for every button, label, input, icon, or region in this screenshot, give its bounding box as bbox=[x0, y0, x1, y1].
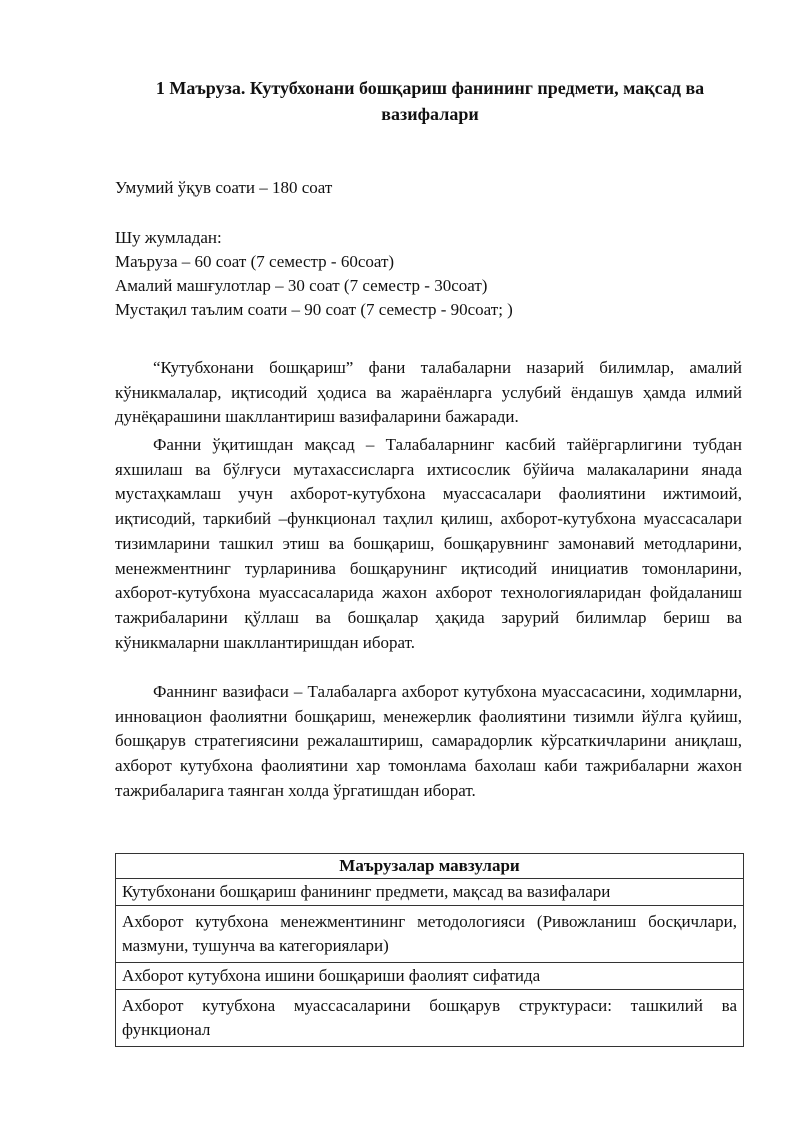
table-header: Маърузалар мавзулари bbox=[116, 854, 744, 879]
table-row bbox=[116, 963, 744, 990]
table-row bbox=[116, 990, 744, 1047]
intro-paragraph: “Кутубхонани бошқариш” фани талабаларни назарий билимлар, амалий кўникмалалар, иқтисодий ҳодиса ва жараёнларга услубий ёндашув ҳамда илмий дунёқарашини шакллантириш вазифаларини бажаради. bbox=[115, 358, 742, 427]
including-label: Шу жумладан: bbox=[115, 228, 222, 247]
goal-paragraph: Фанни ўқитишдан мақсад – Талабаларнинг касбий тайёргарлигини тубдан яхшилаш ва бўлғуси мутахассисларга ихтисослик бўйича малакаларини янада мустаҳкамлаш учун ахборот-кутубхона муассасалари фаолиятини ижтимоий, иқтисодий, таркибий –функционал таҳлил қилиш, ахборот-кутубхона муассасалари тизимларини ташкил этиш ва бошқариш, бошқарувнинг замонавий методларини, менежментнинг турларинива бошқарунинг иқтисодий инициатив томонларини, ахборот-кутубхона муассасаларида жахон ахборот технологияларидан фойдаланиш тажрибаларини қўллаш ва бошқалар ҳақида зарурий билимлар бериш ва кўникмаларни шакллантиришдан иборат. bbox=[115, 435, 742, 652]
topic-cell: Ахборот кутубхона ишини бошқариши фаолият сифатида bbox=[116, 963, 744, 990]
total-hours: Умумий ўқув соати – 180 соат bbox=[115, 178, 333, 197]
title-line-2: вазифалари bbox=[381, 104, 479, 124]
title-line-1: 1 Маъруза. Кутубхонани бошқариш фанининг предмети, мақсад ва bbox=[155, 78, 705, 98]
table-row bbox=[116, 906, 744, 963]
tasks-paragraph: Фаннинг вазифаси – Талабаларга ахборот кутубхона муассасасини, ходимларни, инновацион фаолиятни бошқариш, менежерлик фаолиятини тизимли йўлга қуйиш, бошқарув стратегиясини режалаштириш, самарадорлик кўрсаткичларини аниқлаш, ахборот кутубхона фаолиятини хар томонлама бахолаш каби тажрибаларни жахон тажрибаларига таянган холда ўргатишдан иборат. bbox=[115, 682, 742, 800]
lecture-hours: Маъруза – 60 соат (7 семестр - 60соат) bbox=[115, 252, 395, 271]
lecture-topics-table bbox=[115, 853, 744, 1047]
table-header-row bbox=[116, 854, 744, 879]
topic-cell: Кутубхонани бошқариш фанининг предмети, мақсад ва вазифалари bbox=[116, 879, 744, 906]
lecture-title bbox=[115, 75, 745, 127]
topic-cell: Ахборот кутубхона муассасаларини бошқарув структураси: ташкилий ва функционал bbox=[116, 990, 744, 1047]
table-row bbox=[116, 879, 744, 906]
topic-cell: Ахборот кутубхона менежментининг методологияси (Ривожланиш босқичлари, мазмуни, тушунча ва категориялари) bbox=[116, 906, 744, 963]
practical-hours: Амалий машғулотлар – 30 соат (7 семестр - 30соат) bbox=[115, 276, 488, 295]
independent-hours: Мустақил таълим соати – 90 соат (7 семестр - 90соат; ) bbox=[115, 300, 513, 319]
